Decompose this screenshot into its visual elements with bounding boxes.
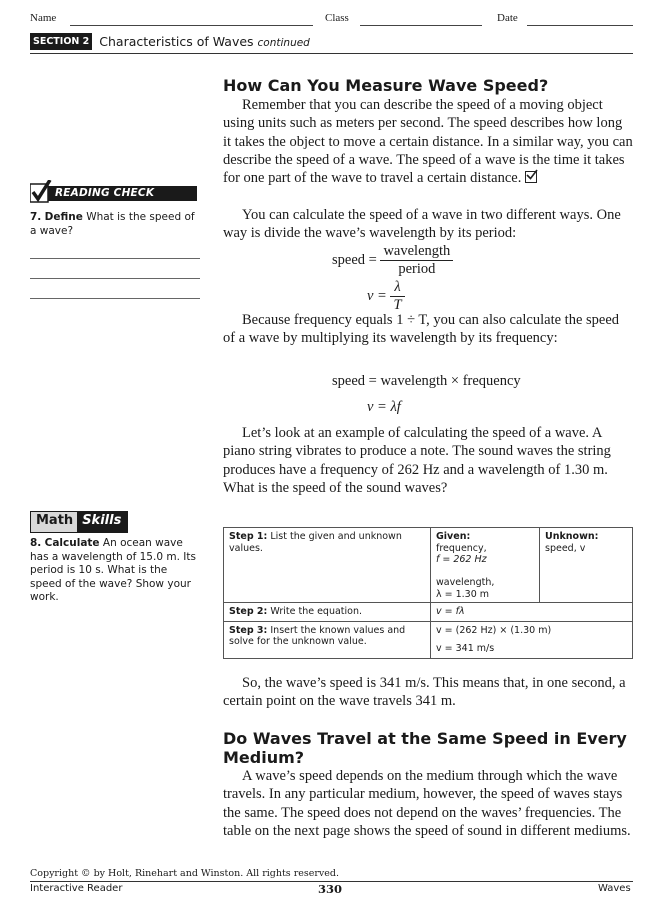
equation-v-lambda-t: v = $\frac{\lambda}{T}$ — [367, 279, 405, 314]
given-cell: Given: frequency, f = 262 Hz wavelength, λ = 1.30 m — [431, 528, 540, 603]
heading-same-speed: Do Waves Travel at the Same Speed in Every Medium? — [223, 729, 627, 767]
paragraph-intro: Remember that you can describe the speed of a moving object using units such as meters per second. The speed describes how long it takes the object to move a certain distance. In a similar way, you can describe the speed of a wave. The speed of a wave is the time it takes for one part of the wave to travel a certain distance. — [223, 97, 633, 187]
name-field[interactable] — [70, 25, 313, 26]
answer-line[interactable] — [30, 258, 200, 259]
date-label: Date — [497, 12, 518, 24]
reading-check-badge: READING CHECK — [30, 184, 200, 204]
table-row — [224, 528, 633, 603]
paragraph-frequency: Because frequency equals 1 ÷ T, you can also calculate the speed of a wave by multiplying its wavelength by its frequency: — [223, 312, 620, 347]
section-divider — [30, 53, 633, 54]
section-badge: SECTION 2 — [30, 33, 92, 50]
section-header — [30, 33, 310, 50]
reading-check-question: 7. Define What is the speed of a wave? — [30, 211, 195, 237]
step2-equation: v = fλ — [431, 603, 633, 622]
class-label: Class — [325, 12, 349, 24]
heading-measure-wave-speed: How Can You Measure Wave Speed? — [223, 76, 549, 95]
table-row — [224, 603, 633, 622]
name-label: Name — [30, 12, 57, 24]
paragraph-two-ways: You can calculate the speed of a wave in two different ways. One way is divide the wave’s wavelength by its period: — [223, 207, 621, 242]
table-row — [224, 621, 633, 658]
paragraph-result: So, the wave’s speed is 341 m/s. This means that, in one second, a certain point on the wave travels 341 m. — [223, 675, 626, 710]
answer-line[interactable] — [30, 298, 200, 299]
equation-v-lambda-f: v = λf — [367, 399, 401, 415]
checkbox-icon — [525, 171, 537, 183]
equation-speed-product: speed = wavelength × frequency — [332, 373, 521, 389]
paragraph-medium: A wave’s speed depends on the medium through which the wave travels. In any particular medium, however, the speed of waves stays the same. The speed does not depend on the waves’ frequencies. The table on the next page shows the speed of sound in different mediums. — [223, 768, 631, 839]
unknown-cell: Unknown: speed, v — [540, 528, 633, 603]
step2-cell: Step 2: Write the equation. — [224, 603, 431, 622]
equation-speed-fraction: speed = $\frac{\text{wavelength}}{\text{period}}$ — [332, 243, 453, 278]
step1-cell: Step 1: List the given and unknown values. — [224, 528, 431, 603]
example-steps-table — [223, 527, 633, 659]
class-field[interactable] — [360, 25, 482, 26]
answer-line[interactable] — [30, 278, 200, 279]
footer-chapter: Waves — [598, 883, 631, 894]
footer-book: Interactive Reader — [30, 883, 123, 894]
math-skills-question: 8. Calculate An ocean wave has a wavelength of 15.0 m. Its period is 10 s. What is the speed of the wave? Show your work. — [30, 537, 196, 603]
step3-equations: v = (262 Hz) × (1.30 m) v = 341 m/s — [431, 621, 633, 658]
step3-cell: Step 3: Insert the known values and solve for the unknown value. — [224, 621, 431, 658]
section-title: Characteristics of Waves continued — [99, 34, 310, 49]
page-number: 330 — [318, 882, 343, 896]
math-skills-badge: Math Skills — [30, 511, 128, 533]
paragraph-example: Let’s look at an example of calculating the speed of a wave. A piano string vibrates to produce a note. The sound waves the string produces have a frequency of 262 Hz and a wavelength of 1.30 m. What is the speed of the sound waves? — [223, 425, 611, 496]
date-field[interactable] — [527, 25, 633, 26]
copyright: Copyright © by Holt, Rinehart and Winston. All rights reserved. — [30, 868, 339, 879]
